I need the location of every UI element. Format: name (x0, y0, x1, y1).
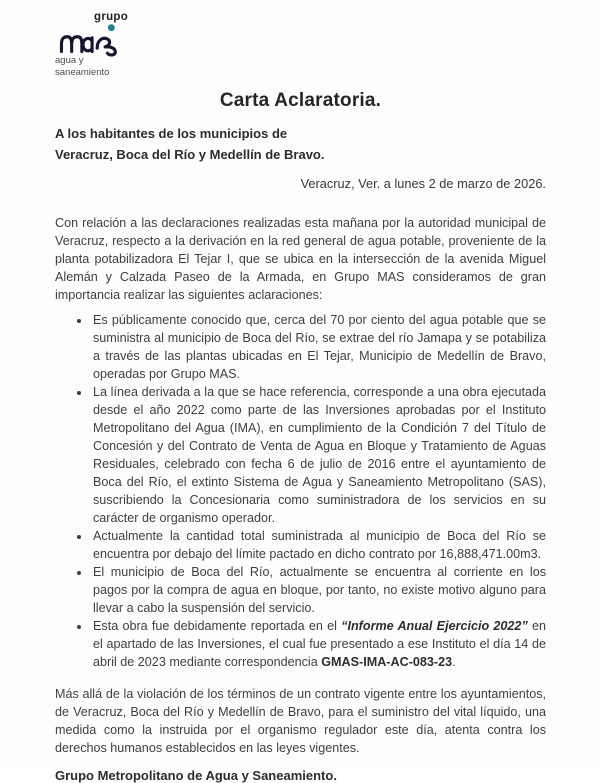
logo-dot-icon (108, 24, 115, 31)
bullet-text-segment: El municipio de Boca del Río, actualmente se encuentra al corriente en los pagos por la compra de agua en bloque, por tanto, no existe motivo alguno para llevar a cabo la suspensión del servicio. (93, 565, 546, 616)
logo-subtitle-line1: agua y (55, 54, 84, 66)
bullet-item (91, 527, 546, 563)
logo-grupo-text: grupo (94, 11, 129, 23)
bullet-text-segment: Actualmente la cantidad total suministrada al municipio de Boca del Río se encuentra por debajo del límite pactado en dicho contrato por 16,888,471.00m3. (93, 529, 546, 562)
bullet-text-segment: “Informe Anual Ejercicio 2022” (341, 619, 528, 634)
bullet-text-segment: La línea derivada a la que se hace referencia, corresponde a una obra ejecutada desde el año 2022 como parte de las Inversiones aprobadas por el Instituto Metropolitano del Agua (IMA), en cumplimiento de la Condición 7 del Título de Concesión y del Contrato de Venta de Agua en Bloque y Tratamiento de Aguas Residuales, celebrado con fecha 6 de julio de 2016 entre el ayuntamiento de Boca del Río, el extinto Sistema de Agua y Saneamiento Metropolitano (SAS), suscribiendo la Concesionaria como suministradora de los servicios en su carácter de organismo operador. (93, 385, 546, 526)
bullet-item (91, 383, 546, 527)
bullet-item (91, 563, 546, 617)
bullet-text-segment: en el apartado de las Inversiones, el cual fue presentado a ese Instituto el día 14 de abril de 2023 mediante correspondencia (93, 619, 547, 670)
bullet-text-segment: Esta obra fue debidamente reportada en el (93, 619, 342, 634)
dateline: Veracruz, Ver. a lunes 2 de marzo de 2026. (300, 176, 546, 192)
addressee-line2: Veracruz, Boca del Río y Medellín de Bravo. (55, 146, 325, 162)
bullet-item (91, 617, 546, 671)
logo-mas-wordmark-icon (55, 22, 145, 56)
grupo-mas-logo (55, 12, 546, 79)
page-title: Carta Aclaratoria. (219, 90, 382, 112)
intro-paragraph: Con relación a las declaraciones realizadas esta mañana por la autoridad municipal de Veracruz, respecto a la derivación en la red general de agua potable, proveniente de la planta potabilizadora El Tejar I, que se ubica en la intersección de la avenida Miguel Alemán y Calzada Paseo de la Armada, en Grupo MAS consideramos de gran importancia realizar las siguientes aclaraciones: (55, 216, 546, 303)
addressee-line1: A los habitantes de los municipios de (55, 126, 288, 142)
bullet-text-segment: Es públicamente conocido que, cerca del 70 por ciento del agua potable que se suministra al municipio de Boca del Río, se extrae del río Jamapa y se potabiliza a través de las plantas ubicadas en El Tejar, Municipio de Medellín de Bravo, operadas por Grupo MAS. (93, 313, 546, 382)
bullet-list (55, 311, 546, 671)
bullet-text-segment: . (452, 655, 456, 670)
addressee (55, 124, 546, 165)
bullet-text-segment: GMAS-IMA-AC-083-23 (321, 655, 453, 670)
signature: Grupo Metropolitano de Agua y Saneamiento. (55, 768, 337, 783)
logo-subtitle-line2: saneamiento (55, 66, 110, 78)
closing-paragraph: Más allá de la violación de los términos de un contrato vigente entre los ayuntamientos, de Veracruz, Boca del Río y Medellín de Bravo, para el suministro del vital líquido, una medida como la instruida por el organismo regulador este día, atenta contra los derechos humanos establecidos en las leyes vigentes. (55, 687, 546, 756)
bullet-item (91, 311, 546, 383)
logo-subtitle (55, 55, 546, 80)
